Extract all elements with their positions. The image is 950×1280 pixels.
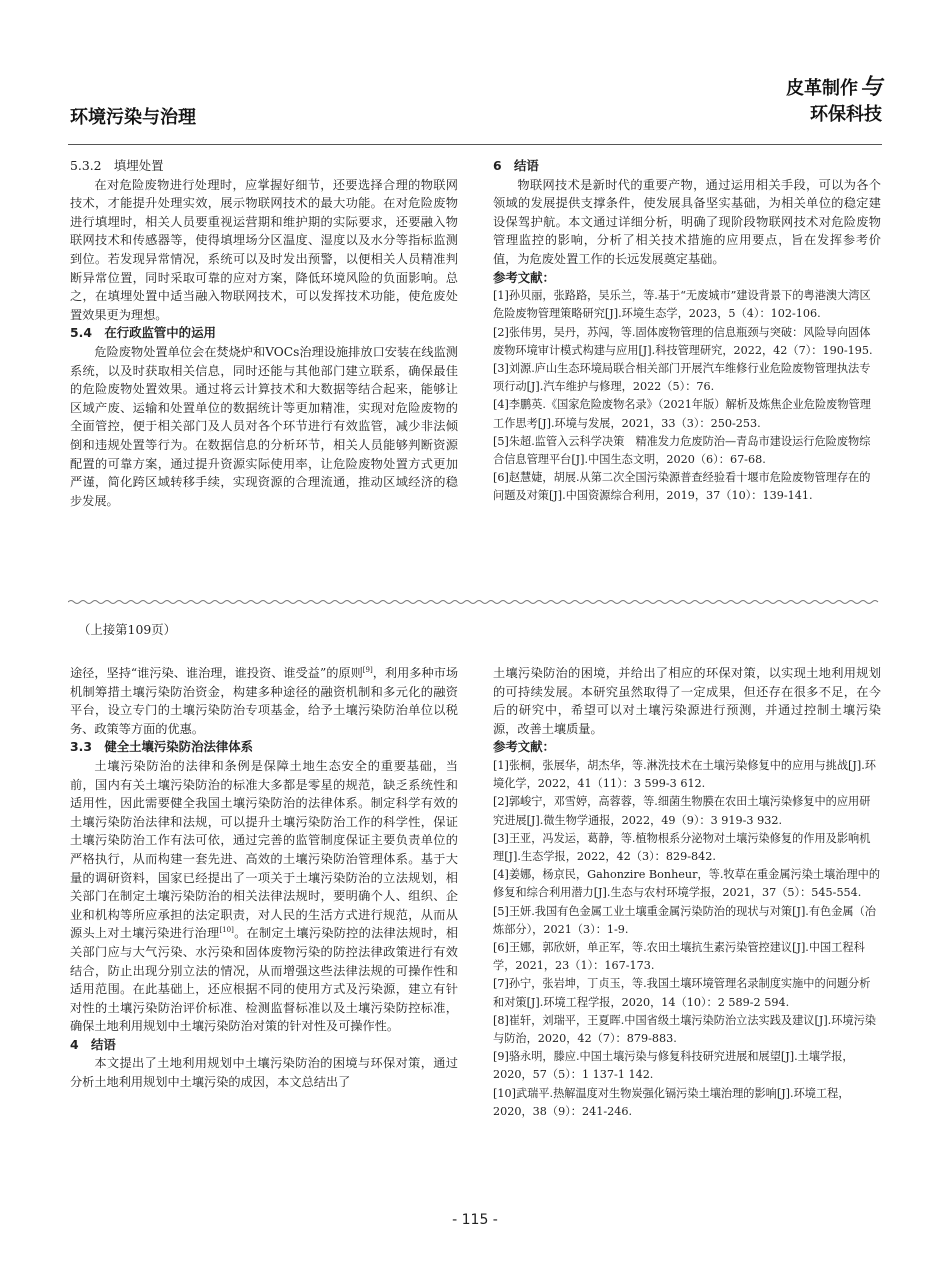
reference-item: [2]张伟男，吴丹，苏闯，等.固体废物管理的信息瓶颈与突破：风险导向固体废物环境审计模式构建与应用[J].科技管理研究，2022，42（7）：190-195.	[493, 325, 873, 357]
column-title-line1: 皮革制作	[785, 78, 858, 99]
reference-item: [4]姜娜，杨京民，Gahonzire Bonheur，等.牧草在重金属污染土壤治理中的修复和综合利用潜力[J].生态与农村环境学报，2021，37（5）：545-554.	[493, 868, 881, 900]
paragraph: 土壤污染防治的困境，并给出了相应的环保对策，以实现土地利用规划的可持续发展。本研究虽然取得了一定成果，但还存在很多不足，在今后的研究中，希望可以对土壤污染源进行预测，并通过控制土壤污染源，改善土壤质量。	[493, 666, 881, 736]
paragraph: 在对危险废物进行处理时，应掌握好细节，还要选择合理的物联网技术，才能提升处理实效，展示物联网技术的最大功能。在对危险废物进行填埋时，相关人员要重视运营期和维护期的实际要求，还要融入物联网技术和传感器等，使得填埋场分区温度、湿度以及水分等指标监测到位。若发现异常情况，系统可以及时发出预警，以便相关人员精准判断异常位置，同时采取可靠的应对方案，降低环境风险的负面影响。总之，在填埋处置中适当融入物联网技术，可以发挥技术功能，使危废处置效果更为理想。	[70, 177, 458, 322]
column-title-line2: 环保科技	[810, 104, 882, 125]
citation-9: [9]	[362, 665, 373, 674]
reference-item: [8]崔轩，刘瑞平，王夏晖.中国省级土壤污染防治立法实践及建议[J].环境污染与防治，2020，42（7）：879-883.	[493, 1013, 876, 1046]
reference-item: [9]骆永明，滕应.中国土壤污染与修复科技研究进展和展望[J].土壤学报，2020，57（5）：1 137-1 142.	[493, 1050, 854, 1082]
paragraph: 本文提出了土地利用规划中土壤污染防治的困境与环保对策，通过分析土地利用规划中土壤污染的成因，本文总结出了	[70, 1056, 458, 1090]
paragraph: 物联网技术是新时代的重要产物，通过运用相关手段，可以为各个领域的发展提供支撑条件，使发展具备坚实基础，为相关单位的稳定建设保驾护航。本文通过详细分析，明确了现阶段物联网技术对危险废物管理监控的影响，分析了相关技术措施的应用要点，旨在发挥参考价值，为危废处置工作的长远发展奠定基础。	[493, 177, 881, 266]
article-a-left-column	[70, 157, 458, 510]
reference-item: [1]张桐，张展华，胡杰华，等.淋洗技术在土壤污染修复中的应用与挑战[J].环境化学，2022，41（11）：3 599-3 612.	[493, 758, 876, 791]
section-heading-6: 6 结语	[493, 158, 539, 173]
reference-item: [10]武瑞平.热解温度对生物炭强化镉污染土壤治理的影响[J].环境工程，2020，38（9）：241-246.	[493, 1086, 850, 1118]
column-logo-mark: 与	[859, 74, 882, 100]
section-heading-3-3: 3.3 健全土壤污染防治法律体系	[70, 739, 254, 755]
journal-title: 环境污染与治理	[70, 107, 196, 128]
section-heading-5-4: 5.4 在行政监管中的运用	[70, 325, 216, 341]
paragraph	[70, 757, 458, 1036]
citation-10: [10]	[219, 926, 234, 935]
reference-item: [5]王妍.我国有色金属工业土壤重金属污染防治的现状与对策[J].有色金属（冶炼部分），2021（3）：1-9.	[493, 904, 876, 936]
paragraph-text: 土壤污染防治的法律和条例是保障土地生态安全的重要基础，当前，国内有关土壤污染防治的标准大多都是零星的规范，缺乏系统性和适用性，因此需要健全我国土壤污染防治的法律体系。制定科学有效的土壤污染防治法律和法规，可以提升土壤污染防治工作的科学性，保证土壤污染防治工作有法可依，通过完善的监管制度保证主要负责单位的严格执行，从而构建一套先进、高效的土壤污染防治管理体系。基于大量的调研资料，国家已经提出了一项关于土壤污染防治的立法规划，相关部门在制定土壤污染防治的相关法律法规时，要明确个人、组织、企业和机构等所应承担的法定职责，对人民的生活方式进行规范，从而从源头上对土壤污染进行治理	[70, 758, 458, 941]
paragraph-text: 途径，坚持“谁污染、谁治理，谁投资、谁受益”的原则	[70, 666, 363, 680]
section-heading-4: 4 结语	[70, 1036, 116, 1052]
section-heading-5-3-2: 5.3.2 填埋处置	[70, 158, 164, 173]
reference-item: [6]王娜，郭欣妍，单正军，等.农田土壤抗生素污染管控建议[J].中国工程科学，2021，23（1）：167-173.	[493, 941, 865, 973]
reference-item: [5]朱超.监管入云科学决策 精准发力危废防治—青岛市建设运行危险废物综合信息管理平台[J].中国生态文明，2020（6）：67-68.	[493, 434, 871, 466]
wavy-divider	[68, 597, 880, 607]
article-b-left-column	[70, 664, 458, 1092]
reference-item: [3]刘源.庐山生态环境局联合相关部门开展汽车维修行业危险废物管理执法专项行动[J].汽车维护与修理，2022（5）：76.	[493, 361, 871, 394]
reference-item: [4]李鹏英.《国家危险废物名录》（2021年版）解析及炼焦企业危险废物管理工作思考[J].环境与发展，2021，33（3）：250-253.	[493, 398, 871, 430]
reference-item: [7]孙宁，张岩坤，丁贞玉，等.我国土壤环境管理名录制度实施中的问题分析和对策[J].环境工程学报，2020，14（10）：2 589-2 594.	[493, 977, 871, 1009]
continuation-note: （上接第109页）	[78, 622, 176, 637]
column-title	[786, 74, 882, 128]
article-b-right-column	[493, 664, 881, 1121]
references-title: 参考文献：	[493, 739, 555, 755]
reference-item: [1]孙贝丽，张路路，吴乐兰，等.基于“无废城市”建设背景下的粤港澳大湾区危险废物管理策略研究[J].环境生态学，2023，5（4）：102-106.	[493, 289, 871, 321]
article-a-right-column	[493, 157, 881, 506]
reference-item: [3]王亚，冯发运，葛静，等.植物根系分泌物对土壤污染修复的作用及影响机理[J].生态学报，2022，42（3）：829-842.	[493, 831, 871, 863]
paragraph	[70, 664, 458, 738]
header-divider	[68, 144, 882, 145]
reference-item: [6]赵慧婕，胡展.从第二次全国污染源普查经验看十堰市危险废物管理存在的问题及对策[J].中国资源综合利用，2019，37（10）：139-141.	[493, 471, 871, 503]
page-number: - 115 -	[452, 1212, 498, 1228]
paragraph: 危险废物处置单位会在焚烧炉和VOCs治理设施排放口安装在线监测系统，以及时获取相关信息，同时还能与其他部门建立联系，确保最佳的危险废物处置效果。通过将云计算技术和大数据等结合起来，能够让区域产废、运输和处置单位的数据统计等更加精准，实现对危险废物的全面管控，便于相关部门及人员对各个环节进行有效监管，减少非法倾倒和违规处置等行为。在数据信息的分析环节，相关人员能够判断资源配置的可靠方案，通过提升资源实际使用率，让危险废物处置方式更加严谨，简化跨区域转移手续，实现资源的合理流通，推动区域经济的稳步发展。	[70, 344, 458, 508]
paragraph-text: 。在制定土壤污染防控的法律法规时，相关部门应与大气污染、水污染和固体废物污染的防控法律政策进行有效结合，防止出现分别立法的情况，从而增强这些法律法规的可操作性和适用范围。在此基础上，还应根据不同的使用方式及污染源，建立有针对性的土壤污染防治评价标准、检测监督标准以及土壤污染防控标准，确保土地利用规划中土壤污染防治对策的针对性及可操作性。	[70, 926, 459, 1034]
references-title: 参考文献：	[493, 269, 555, 285]
reference-item: [2]郭峻宁，邓雪婷，高蓉蓉，等.细菌生物膜在农田土壤污染修复中的应用研究进展[J].微生物学通报，2022，49（9）：3 919-3 932.	[493, 795, 871, 827]
paragraph-text: ，利用多种市场机制筹措土壤污染防治资金，构建多种途径的融资机制和多元化的融资平台，设立专门的土壤污染防治专项基金，给予土壤污染防治单位以税务、政策等方面的优惠。	[70, 666, 459, 736]
